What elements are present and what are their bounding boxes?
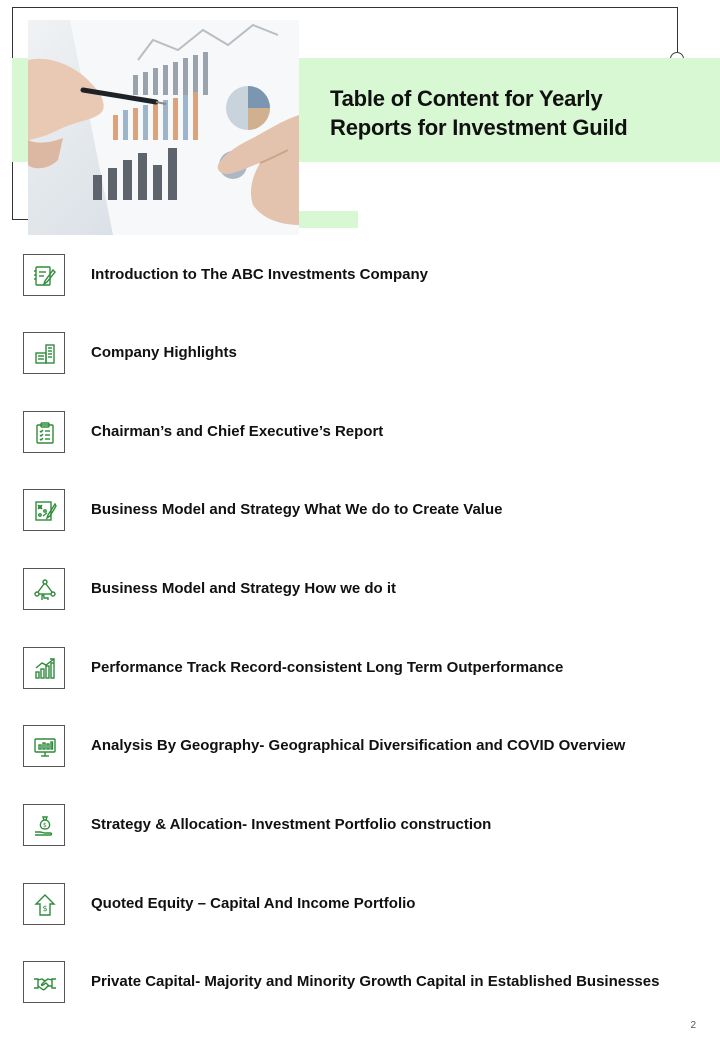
page-number: 2: [690, 1020, 696, 1031]
notepad-pen-icon: [23, 254, 65, 296]
toc-item[interactable]: [23, 804, 713, 848]
header-photo: [28, 20, 299, 235]
toc-item[interactable]: [23, 961, 713, 1005]
toc-item[interactable]: [23, 411, 713, 455]
page-title-line-2: Reports for Investment Guild: [330, 115, 628, 140]
toc-item-label: Analysis By Geography- Geographical Diversification and COVID Overview: [91, 737, 626, 754]
toc-item[interactable]: [23, 647, 713, 691]
buildings-icon: [23, 332, 65, 374]
svg-text:$: $: [43, 822, 47, 829]
toc-item-label: Business Model and Strategy What We do to Create Value: [91, 501, 503, 518]
page-title: [330, 84, 700, 142]
toc-item[interactable]: [23, 725, 713, 769]
toc-item-label: Chairman’s and Chief Executive’s Report: [91, 423, 384, 440]
svg-text:$: $: [42, 904, 48, 913]
toc-item-label: Company Highlights: [91, 344, 237, 361]
clipboard-checklist-icon: [23, 411, 65, 453]
toc-item[interactable]: [23, 489, 713, 533]
toc-item[interactable]: [23, 568, 713, 612]
toc-item-label: Quoted Equity – Capital And Income Portfolio: [91, 895, 416, 912]
frame-line-top: [12, 7, 677, 8]
handshake-icon: [23, 961, 65, 1003]
toc-item-label: Introduction to The ABC Investments Company: [91, 266, 428, 283]
toc-item[interactable]: [23, 254, 713, 298]
toc-item-label: Business Model and Strategy How we do it: [91, 580, 397, 597]
frame-line-right: [677, 7, 678, 53]
toc-item[interactable]: [23, 332, 713, 376]
toc-item[interactable]: [23, 883, 713, 927]
toc-item-label: Performance Track Record-consistent Long Term Outperformance: [91, 659, 564, 676]
monitor-chart-icon: [23, 725, 65, 767]
page-title-line-1: Table of Content for Yearly: [330, 86, 603, 111]
house-dollar-icon: [23, 883, 65, 925]
toc-item-label: Private Capital- Majority and Minority Growth Capital in Established Businesses: [91, 973, 660, 990]
network-hand-icon: [23, 568, 65, 610]
strategy-board-pen-icon: [23, 489, 65, 531]
money-bag-hand-icon: [23, 804, 65, 846]
toc-item-label: Strategy & Allocation- Investment Portfolio construction: [91, 816, 492, 833]
growth-chart-icon: [23, 647, 65, 689]
